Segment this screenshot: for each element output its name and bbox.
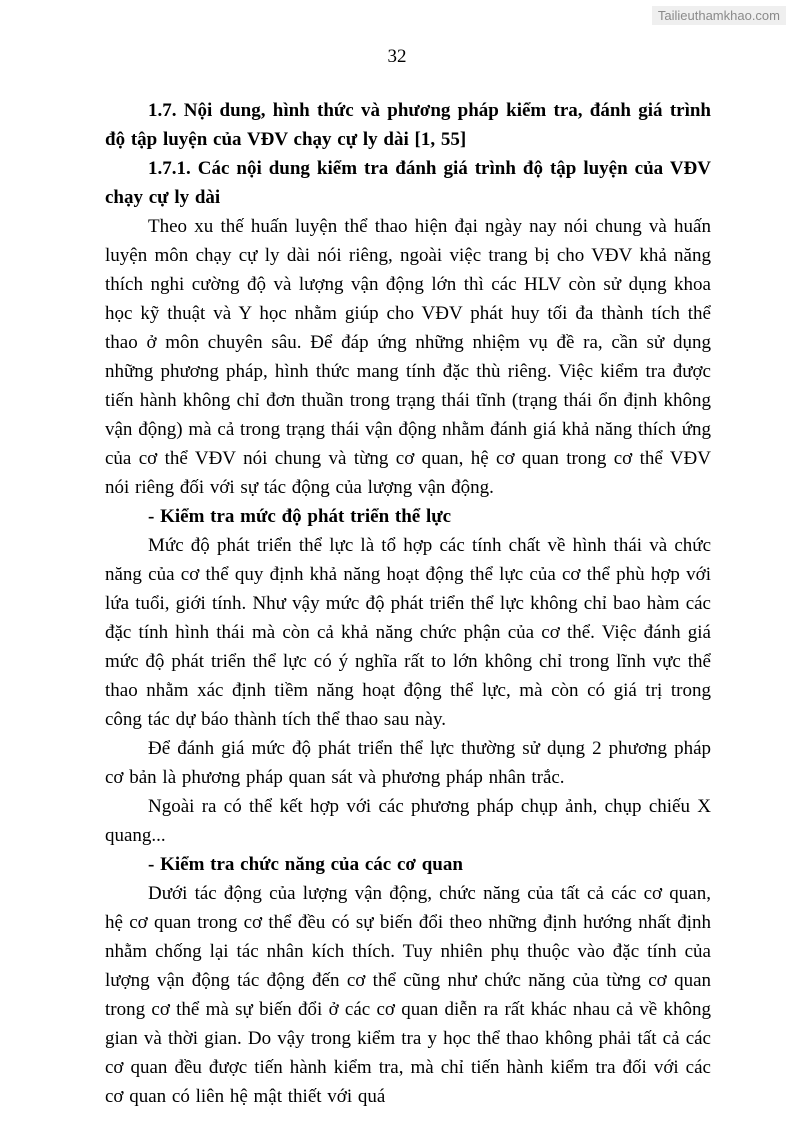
paragraph-chuc-nang: Dưới tác động của lượng vận động, chức năng của tất cả các cơ quan, hệ cơ quan trong cơ thể đều có sự biến đổi theo những định hướng nhất định nhằm chống lại tác nhân kích thích. Tuy nhiên phụ thuộc vào đặc tính của lượng vận động tác động đến cơ thể cũng như chức năng của từng cơ quan trong cơ thể mà sự biến đổi ở các cơ quan diễn ra rất khác nhau cả về không gian và thời gian. Do vậy trong kiểm tra y học thể thao không phải tất cả các cơ quan đều được tiến hành kiểm tra, mà chỉ tiến hành kiểm tra đối với các cơ quan có liên hệ mật thiết với quá [105,883,711,1107]
paragraph-intro: Theo xu thế huấn luyện thể thao hiện đại ngày nay nói chung và huấn luyện môn chạy cự ly dài nói riêng, ngoài việc trang bị cho VĐV khả năng thích nghi cường độ và lượng vận động lớn thì các HLV còn sử dụng khoa học kỹ thuật và Y học nhằm giúp cho VĐV phát huy tối đa thành tích thể thao ở môn chuyên sâu. Để đáp ứng những nhiệm vụ đề ra, cần sử dụng những phương pháp, hình thức mang tính đặc thù riêng. Việc kiểm tra được tiến hành không chỉ đơn thuần trong trạng thái tĩnh (trạng thái ổn định không vận động) mà cả trong trạng thái vận động nhằm đánh giá khả năng thích ứng của cơ thể VĐV nói chung và từng cơ quan, hệ cơ quan trong cơ thể VĐV nói riêng đối với sự tác động của lượng vận động. [105,216,711,498]
subheading-kiem-tra-the-luc: - Kiểm tra mức độ phát triển thể lực [148,506,452,527]
page-number: 32 [387,46,407,67]
paragraph-ket-hop: Ngoài ra có thể kết hợp với các phương pháp chụp ảnh, chụp chiếu X quang... [105,796,711,846]
watermark: Tailieuthamkhao.com [652,6,786,25]
paragraph-the-luc: Mức độ phát triển thể lực là tổ hợp các tính chất về hình thái và chức năng của cơ thể quy định khả năng hoạt động thể lực của cơ thể phù hợp với lứa tuổi, giới tính. Như vậy mức độ phát triển thể lực không chỉ bao hàm các đặc tính hình thái mà còn cả khả năng chức phận của cơ thể. Việc đánh giá mức độ phát triển thể lực có ý nghĩa rất to lớn không chỉ trong lĩnh vực thể thao nhằm xác định tiềm năng hoạt động thể lực, mà còn có giá trị trong công tác dự báo thành tích thể thao sau này. [105,535,711,730]
subheading-kiem-tra-chuc-nang: - Kiểm tra chức năng của các cơ quan [148,854,463,875]
section-heading-1-7: 1.7. Nội dung, hình thức và phương pháp kiểm tra, đánh giá trình độ tập luyện của VĐV chạy cự ly dài [1, 55] [105,100,711,150]
paragraph-phuong-phap: Để đánh giá mức độ phát triển thể lực thường sử dụng 2 phương pháp cơ bản là phương pháp quan sát và phương pháp nhân trắc. [105,738,711,788]
document-content [105,96,711,1111]
section-heading-1-7-1: 1.7.1. Các nội dung kiểm tra đánh giá trình độ tập luyện của VĐV chạy cự ly dài [105,158,711,208]
